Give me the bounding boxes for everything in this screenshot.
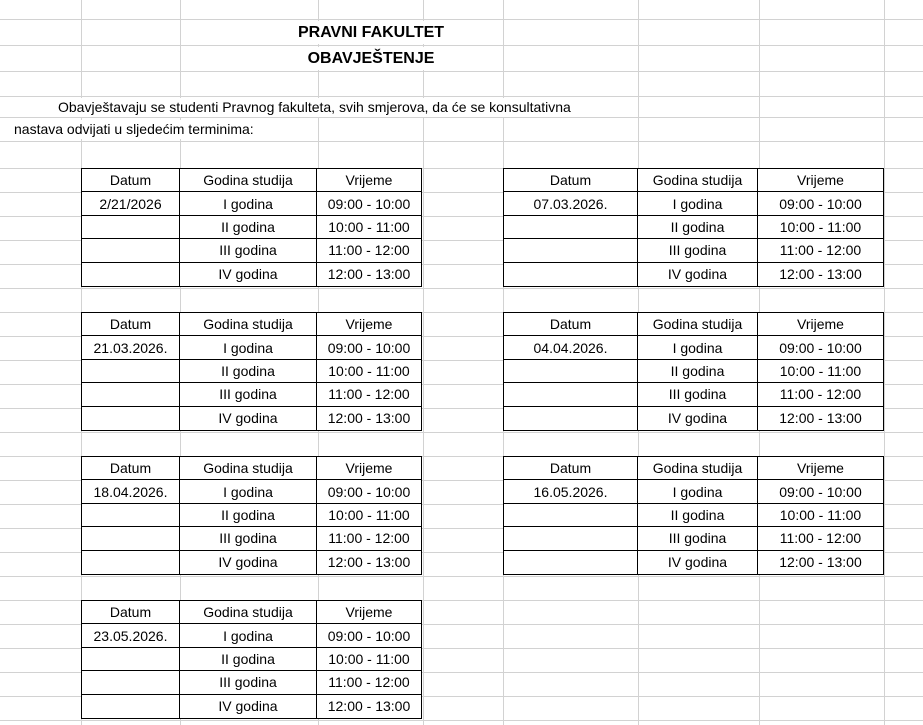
empty-date-cell	[82, 695, 180, 718]
header-cell-datum: Datum	[82, 169, 180, 192]
year-cell: III godina	[638, 527, 758, 550]
date-cell: 04.04.2026.	[504, 336, 638, 359]
empty-date-cell	[82, 383, 180, 406]
header-cell-vrijeme: Vrijeme	[758, 313, 883, 336]
header-cell-godina-studija: Godina studija	[180, 313, 317, 336]
time-cell: 12:00 - 13:00	[779, 266, 862, 283]
year-cell: III godina	[638, 239, 758, 262]
empty-date-cell	[504, 383, 638, 406]
page-subtitle: OBAVJEŠTENJE	[302, 47, 441, 70]
year-cell: I godina	[180, 624, 317, 647]
empty-date-cell	[82, 551, 180, 574]
schedule-table-4	[503, 312, 884, 431]
time-cell: 09:00 - 10:00	[317, 336, 421, 359]
time-cell: 11:00 - 12:00	[758, 239, 883, 262]
year-cell: II godina	[638, 216, 758, 239]
year-cell: III godina	[180, 383, 317, 406]
time-cell: 12:00 - 13:00	[779, 554, 862, 571]
year-cell: II godina	[180, 648, 317, 671]
header-cell-datum: Datum	[82, 601, 180, 624]
year-cell: II godina	[180, 216, 317, 239]
time-cell: 12:00 - 13:00	[779, 410, 862, 427]
header-cell-vrijeme: Vrijeme	[317, 169, 421, 192]
year-cell: II godina	[638, 360, 758, 383]
page-title: PRAVNI FAKULTET	[292, 21, 450, 44]
empty-date-cell	[82, 671, 180, 694]
empty-date-cell	[82, 504, 180, 527]
date-cell: 21.03.2026.	[82, 336, 180, 359]
year-cell: II godina	[180, 360, 317, 383]
time-cell: 12:00 - 13:00	[327, 410, 411, 427]
time-cell: 09:00 - 10:00	[317, 480, 421, 503]
empty-date-cell	[82, 263, 180, 286]
header-cell-vrijeme: Vrijeme	[317, 313, 421, 336]
date-cell: 2/21/2026	[82, 192, 180, 215]
time-cell: 10:00 - 11:00	[758, 504, 883, 527]
year-cell: II godina	[180, 504, 317, 527]
time-cell: 12:00 - 13:00	[327, 698, 411, 715]
year-cell: IV godina	[180, 263, 317, 286]
year-cell: I godina	[638, 192, 758, 215]
time-cell: 10:00 - 11:00	[317, 648, 421, 671]
header-cell-datum: Datum	[504, 313, 638, 336]
empty-date-cell	[504, 504, 638, 527]
time-cell: 11:00 - 12:00	[758, 383, 883, 406]
empty-date-cell	[82, 360, 180, 383]
time-cell: 11:00 - 12:00	[317, 383, 421, 406]
time-cell: 12:00 - 13:00	[327, 266, 411, 283]
intro-text-line2: nastava odvijati u sljedećim terminima:	[14, 121, 254, 137]
header-cell-godina-studija: Godina studija	[180, 601, 317, 624]
time-cell: 11:00 - 12:00	[758, 527, 883, 550]
schedule-table-5	[81, 456, 422, 575]
header-cell-godina-studija: Godina studija	[638, 457, 758, 480]
empty-date-cell	[82, 239, 180, 262]
empty-date-cell	[504, 360, 638, 383]
header-cell-godina-studija: Godina studija	[638, 169, 758, 192]
year-cell: IV godina	[180, 695, 317, 718]
year-cell: IV godina	[638, 551, 758, 574]
time-cell: 11:00 - 12:00	[317, 671, 421, 694]
time-cell: 12:00 - 13:00	[327, 554, 411, 571]
schedule-table-1	[81, 168, 422, 287]
time-cell: 11:00 - 12:00	[317, 527, 421, 550]
time-cell: 09:00 - 10:00	[758, 480, 883, 503]
header-cell-datum: Datum	[82, 313, 180, 336]
header-cell-vrijeme: Vrijeme	[317, 457, 421, 480]
empty-date-cell	[504, 551, 638, 574]
year-cell: I godina	[638, 480, 758, 503]
header-cell-datum: Datum	[504, 169, 638, 192]
time-cell: 10:00 - 11:00	[317, 504, 421, 527]
header-cell-datum: Datum	[82, 457, 180, 480]
year-cell: IV godina	[638, 407, 758, 430]
empty-date-cell	[504, 263, 638, 286]
year-cell: III godina	[180, 671, 317, 694]
schedule-table-6	[503, 456, 884, 575]
empty-date-cell	[82, 527, 180, 550]
empty-date-cell	[82, 648, 180, 671]
header-cell-godina-studija: Godina studija	[638, 313, 758, 336]
time-cell: 09:00 - 10:00	[758, 336, 883, 359]
header-cell-vrijeme: Vrijeme	[317, 601, 421, 624]
date-cell: 23.05.2026.	[82, 624, 180, 647]
year-cell: IV godina	[638, 263, 758, 286]
time-cell: 10:00 - 11:00	[317, 216, 421, 239]
year-cell: III godina	[180, 239, 317, 262]
year-cell: I godina	[180, 192, 317, 215]
schedule-table-2	[503, 168, 884, 287]
year-cell: I godina	[180, 480, 317, 503]
date-cell: 18.04.2026.	[82, 480, 180, 503]
time-cell: 10:00 - 11:00	[317, 360, 421, 383]
empty-date-cell	[504, 239, 638, 262]
empty-date-cell	[504, 407, 638, 430]
date-cell: 07.03.2026.	[504, 192, 638, 215]
empty-date-cell	[504, 216, 638, 239]
empty-date-cell	[504, 527, 638, 550]
intro-text-line1: Obavještavaju se studenti Pravnog fakulteta, svih smjerova, da će se konsultativna	[58, 99, 571, 115]
empty-date-cell	[82, 407, 180, 430]
year-cell: IV godina	[180, 551, 317, 574]
schedule-table-3	[81, 312, 422, 431]
header-cell-vrijeme: Vrijeme	[758, 457, 883, 480]
year-cell: II godina	[638, 504, 758, 527]
year-cell: IV godina	[180, 407, 317, 430]
header-cell-godina-studija: Godina studija	[180, 169, 317, 192]
schedule-table-7	[81, 600, 422, 719]
year-cell: I godina	[638, 336, 758, 359]
time-cell: 09:00 - 10:00	[317, 192, 421, 215]
time-cell: 09:00 - 10:00	[317, 624, 421, 647]
year-cell: III godina	[638, 383, 758, 406]
empty-date-cell	[82, 216, 180, 239]
header-cell-vrijeme: Vrijeme	[758, 169, 883, 192]
header-cell-godina-studija: Godina studija	[180, 457, 317, 480]
date-cell: 16.05.2026.	[504, 480, 638, 503]
time-cell: 10:00 - 11:00	[758, 360, 883, 383]
time-cell: 11:00 - 12:00	[317, 239, 421, 262]
time-cell: 10:00 - 11:00	[758, 216, 883, 239]
time-cell: 09:00 - 10:00	[758, 192, 883, 215]
year-cell: I godina	[180, 336, 317, 359]
header-cell-datum: Datum	[504, 457, 638, 480]
year-cell: III godina	[180, 527, 317, 550]
